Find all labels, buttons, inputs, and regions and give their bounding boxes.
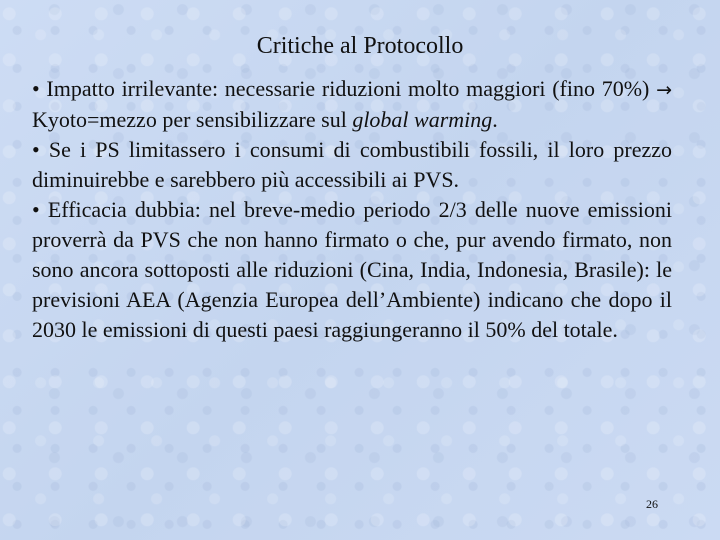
bullet-impatto-middle: Kyoto=mezzo per sensibilizzare sul <box>32 107 353 132</box>
bullet-efficacia <box>32 195 672 345</box>
bullet-marker: • <box>32 197 40 222</box>
bullet-impatto-italic: global warming <box>352 107 493 132</box>
page-number: 26 <box>646 497 658 511</box>
bullet-impatto-tail: . <box>492 107 498 132</box>
slide-title: Critiche al Protocollo <box>256 33 464 59</box>
right-arrow-icon: → <box>656 79 672 101</box>
bullet-impatto-lead: Impatto irrilevante: necessarie riduzioni molto maggiori (fino 70%) <box>46 76 657 101</box>
bullet-marker: • <box>32 76 40 101</box>
bullet-impatto <box>32 74 672 135</box>
bullet-list <box>32 74 672 345</box>
bullet-ps-consumi <box>32 135 672 195</box>
bullet-efficacia-text: Efficacia dubbia: nel breve-medio periodo 2/3 delle nuove emissioni proverrà da PVS che non hanno firmato o che, pur avendo firmato, non sono ancora sottoposti alle riduzioni (Cina, India, Indonesia, Brasile): le previsioni AEA (Agenzia Europea dell’Ambiente) indicano che dopo il 2030 le emissioni di questi paesi raggiungeranno il 50% del totale. <box>32 197 672 342</box>
bullet-ps-consumi-text: Se i PS limitassero i consumi di combustibili fossili, il loro prezzo diminuirebbe e sarebbero più accessibili ai PVS. <box>32 137 673 192</box>
bullet-marker: • <box>32 137 40 162</box>
